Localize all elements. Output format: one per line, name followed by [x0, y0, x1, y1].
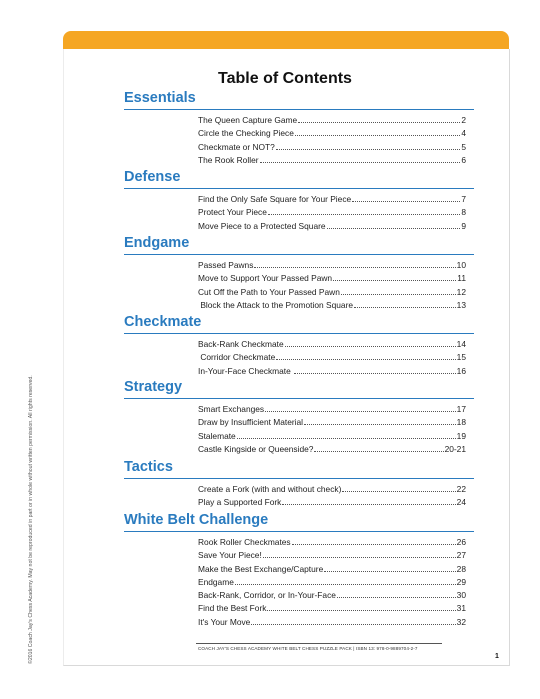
dot-leader [268, 207, 460, 215]
dot-leader [327, 221, 461, 229]
toc-entry[interactable] [198, 351, 466, 364]
toc-entry-label: Endgame [198, 576, 234, 587]
toc-entry-page: 2 [461, 115, 466, 125]
dot-leader [235, 577, 456, 585]
toc-entry-label: Corridor Checkmate [198, 352, 276, 363]
toc-entry[interactable] [198, 154, 466, 167]
toc-entry-page: 31 [456, 603, 466, 614]
toc-entry[interactable] [198, 616, 466, 629]
toc-entry-label: Draw by Insufficient Material [198, 417, 304, 428]
toc-entry-page: 16 [456, 365, 466, 376]
toc-entry-page: 4 [461, 128, 466, 139]
dot-leader [295, 128, 460, 136]
dot-leader [352, 194, 460, 202]
dot-leader [337, 590, 456, 598]
toc-entry-page: 17 [456, 404, 466, 414]
toc-entry-label: Find the Best Fork [198, 603, 267, 614]
toc-entry-page: 20-21 [444, 443, 466, 454]
toc-entry-page: 13 [456, 299, 466, 310]
dot-leader [292, 537, 456, 545]
toc-entry[interactable] [198, 430, 466, 443]
footer-divider [196, 643, 442, 644]
dot-leader [263, 550, 456, 558]
toc-entry[interactable] [198, 141, 466, 154]
page-number: 1 [495, 653, 499, 660]
toc-entry-page: 12 [456, 286, 466, 297]
section-heading: Defense [124, 168, 474, 189]
dot-leader [298, 115, 460, 123]
toc-section [124, 89, 474, 167]
toc-entry-label: Make the Best Exchange/Capture [198, 563, 324, 574]
toc-entry-page: 30 [456, 590, 466, 601]
toc-entry[interactable] [198, 403, 466, 416]
toc-entry-label: Protect Your Piece [198, 207, 267, 218]
toc-entry-page: 15 [456, 352, 466, 363]
section-heading: Checkmate [124, 313, 474, 334]
toc-entry-page: 14 [456, 339, 466, 349]
toc-section [124, 458, 474, 510]
toc-entry-page: 19 [456, 430, 466, 441]
toc-entry[interactable] [198, 602, 466, 615]
toc-entry-label: Smart Exchanges [198, 404, 265, 414]
toc-entry[interactable] [198, 496, 466, 509]
toc-entry-page: 7 [461, 194, 466, 204]
toc-entry-label: The Queen Capture Game [198, 115, 298, 125]
toc-entry-label: Move to Support Your Passed Pawn [198, 273, 333, 284]
toc-entry[interactable] [198, 589, 466, 602]
toc-entry[interactable] [198, 193, 466, 206]
section-heading: Tactics [124, 458, 474, 479]
toc-entry-label: It's Your Move [198, 616, 251, 627]
toc-entry-label: Stalemate [198, 430, 236, 441]
dot-leader [342, 484, 455, 492]
toc-entry-label: Castle Kingside or Queenside? [198, 443, 314, 454]
dot-leader [294, 366, 456, 374]
toc-entry-label: Checkmate or NOT? [198, 141, 275, 152]
toc-entry[interactable] [198, 114, 466, 127]
toc-entry-label: Play a Supported Fork [198, 497, 282, 508]
toc-entry-label: Block the Attack to the Promotion Square [198, 299, 354, 310]
toc-entry-label: Move Piece to a Protected Square [198, 220, 326, 231]
toc-entry[interactable] [198, 563, 466, 576]
toc-entry[interactable] [198, 365, 466, 378]
toc-entry[interactable] [198, 483, 466, 496]
page-title: Table of Contents [218, 70, 352, 87]
dot-leader [267, 603, 455, 611]
toc-entry[interactable] [198, 576, 466, 589]
toc-entry-page: 8 [461, 207, 466, 218]
dot-leader [304, 417, 456, 425]
toc-entry-label: Back-Rank Checkmate [198, 339, 284, 349]
toc-entry-page: 10 [456, 260, 466, 270]
toc-entry-page: 26 [456, 537, 466, 547]
dot-leader [324, 564, 455, 572]
dot-leader [282, 497, 455, 505]
toc-section [124, 168, 474, 233]
dot-leader [254, 260, 455, 268]
toc-entry-label: Create a Fork (with and without check) [198, 484, 342, 494]
toc-entry-page: 22 [456, 484, 466, 494]
toc-entry[interactable] [198, 259, 466, 272]
dot-leader [276, 142, 461, 150]
toc-entry-label: Cut Off the Path to Your Passed Pawn [198, 286, 340, 297]
toc-entry[interactable] [198, 299, 466, 312]
toc-entry[interactable] [198, 536, 466, 549]
toc-entry-page: 5 [461, 141, 466, 152]
toc-entry-page: 27 [456, 550, 466, 561]
section-heading: Strategy [124, 378, 474, 399]
toc-entry-label: In-Your-Face Checkmate [198, 365, 294, 376]
toc-entry-label: Rook Roller Checkmates [198, 537, 291, 547]
toc-entry-label: Save Your Piece! [198, 550, 262, 561]
dot-leader [237, 431, 456, 439]
toc-entry-page: 28 [456, 563, 466, 574]
section-heading: White Belt Challenge [124, 511, 474, 532]
toc-entry-page: 11 [457, 273, 466, 284]
toc-entry[interactable] [198, 338, 466, 351]
toc-entry[interactable] [198, 206, 466, 219]
dot-leader [341, 287, 456, 295]
footer-text: COACH JAY'S CHESS ACADEMY WHITE BELT CHESS PUZZLE PACK | ISBN 13: 978-0-9889704-2-7 [198, 646, 418, 651]
toc-entry[interactable] [198, 549, 466, 562]
toc-section [124, 234, 474, 312]
toc-entry-label: Passed Pawns [198, 260, 254, 270]
dot-leader [276, 352, 455, 360]
toc-entry[interactable] [198, 416, 466, 429]
toc-entry-label: Circle the Checking Piece [198, 128, 294, 139]
dot-leader [314, 444, 443, 452]
toc-entry-page: 9 [461, 220, 466, 231]
toc-entry[interactable] [198, 220, 466, 233]
toc-entry-page: 29 [456, 576, 466, 587]
section-heading: Essentials [124, 89, 474, 110]
toc-section [124, 511, 474, 629]
toc-entry-page: 32 [456, 616, 466, 627]
dot-leader [251, 617, 455, 625]
toc-section [124, 313, 474, 378]
section-heading: Endgame [124, 234, 474, 255]
dot-leader [354, 300, 456, 308]
toc-entry[interactable] [198, 127, 466, 140]
toc-entry-page: 18 [456, 417, 466, 428]
toc-entry-label: Back-Rank, Corridor, or In-Your-Face [198, 590, 336, 601]
toc-entry-page: 24 [456, 497, 466, 508]
toc-entry[interactable] [198, 272, 466, 285]
toc-entry[interactable] [198, 286, 466, 299]
copyright-notice: ©2016 Coach Jay's Chess Academy. May not be reproduced in part or in whole without written permission. All rights reserved. [28, 375, 34, 664]
toc-entry-label: The Rook Roller [198, 154, 259, 165]
toc-entry[interactable] [198, 443, 466, 456]
dot-leader [260, 155, 461, 163]
dot-leader [265, 404, 456, 412]
toc-section [124, 378, 474, 456]
dot-leader [285, 339, 456, 347]
toc-entry-page: 6 [461, 154, 466, 165]
toc-entry-label: Find the Only Safe Square for Your Piece [198, 194, 352, 204]
dot-leader [333, 273, 456, 281]
orange-header-bar [63, 31, 509, 49]
